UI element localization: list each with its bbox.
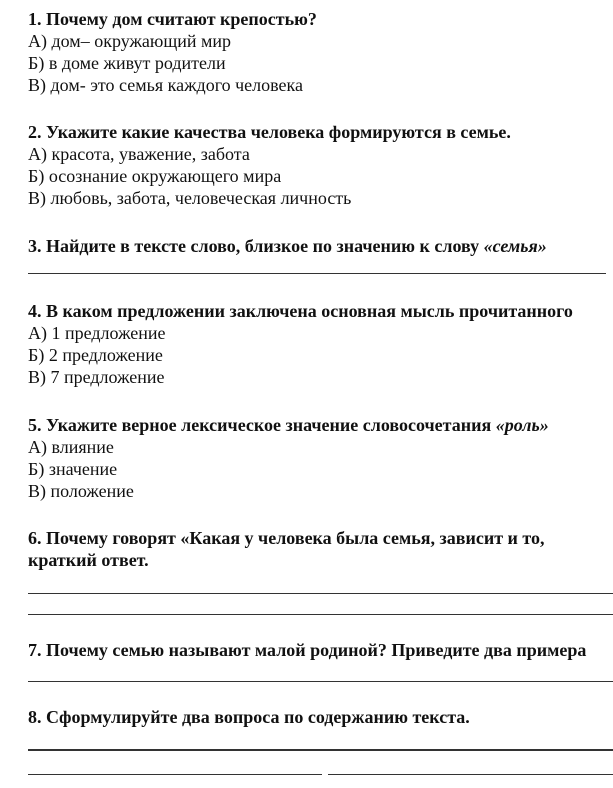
question-3 bbox=[28, 235, 547, 257]
question-6 bbox=[28, 527, 545, 571]
question-2 bbox=[28, 121, 511, 209]
answer-line-q6-1[interactable] bbox=[28, 593, 613, 594]
question-1-option-b: Б) в доме живут родители bbox=[28, 53, 226, 73]
question-2-option-c: В) любовь, забота, человеческая личность bbox=[28, 188, 352, 208]
question-5-title bbox=[28, 414, 549, 436]
question-7-title: 7. Почему семью называют малой родиной? Приведите два примера bbox=[28, 640, 587, 660]
question-1-option-a: А) дом– окружающий мир bbox=[28, 31, 231, 51]
question-1 bbox=[28, 8, 317, 96]
answer-line-q8-2a[interactable] bbox=[28, 774, 322, 775]
question-5-title-keyword: «роль» bbox=[495, 415, 549, 435]
question-3-title-keyword: «семья» bbox=[483, 236, 547, 256]
question-6-title: 6. Почему говорят «Какая у человека была семья, зависит и то, bbox=[28, 528, 545, 548]
answer-line-q8-1[interactable] bbox=[28, 749, 613, 751]
question-2-option-a: А) красота, уважение, забота bbox=[28, 144, 250, 164]
question-4-title: 4. В каком предложении заключена основная мысль прочитанного bbox=[28, 301, 573, 321]
question-4-option-a: А) 1 предложение bbox=[28, 323, 166, 343]
answer-line-q7[interactable] bbox=[28, 681, 613, 682]
question-5-option-b: Б) значение bbox=[28, 459, 118, 479]
question-4-option-b: Б) 2 предложение bbox=[28, 345, 163, 365]
question-1-option-c: В) дом- это семья каждого человека bbox=[28, 75, 303, 95]
question-8-title: 8. Сформулируйте два вопроса по содержанию текста. bbox=[28, 707, 470, 727]
question-4 bbox=[28, 300, 573, 388]
question-3-title-text: 3. Найдите в тексте слово, близкое по значению к слову bbox=[28, 236, 484, 256]
question-6-title-line2: краткий ответ. bbox=[28, 550, 149, 570]
question-3-title bbox=[28, 235, 547, 257]
question-5 bbox=[28, 414, 549, 502]
answer-line-q3[interactable] bbox=[28, 273, 606, 274]
answer-line-q6-2[interactable] bbox=[28, 614, 613, 615]
question-2-option-b: Б) осознание окружающего мира bbox=[28, 166, 282, 186]
question-4-option-c: В) 7 предложение bbox=[28, 367, 165, 387]
question-5-option-c: В) положение bbox=[28, 481, 134, 501]
question-1-title: 1. Почему дом считают крепостью? bbox=[28, 9, 317, 29]
answer-line-q8-2b[interactable] bbox=[328, 774, 613, 775]
question-5-option-a: А) влияние bbox=[28, 437, 114, 457]
question-2-title: 2. Укажите какие качества человека формируются в семье. bbox=[28, 122, 511, 142]
question-8 bbox=[28, 706, 470, 728]
question-7 bbox=[28, 639, 586, 661]
question-5-title-text: 5. Укажите верное лексическое значение словосочетания bbox=[28, 415, 496, 435]
